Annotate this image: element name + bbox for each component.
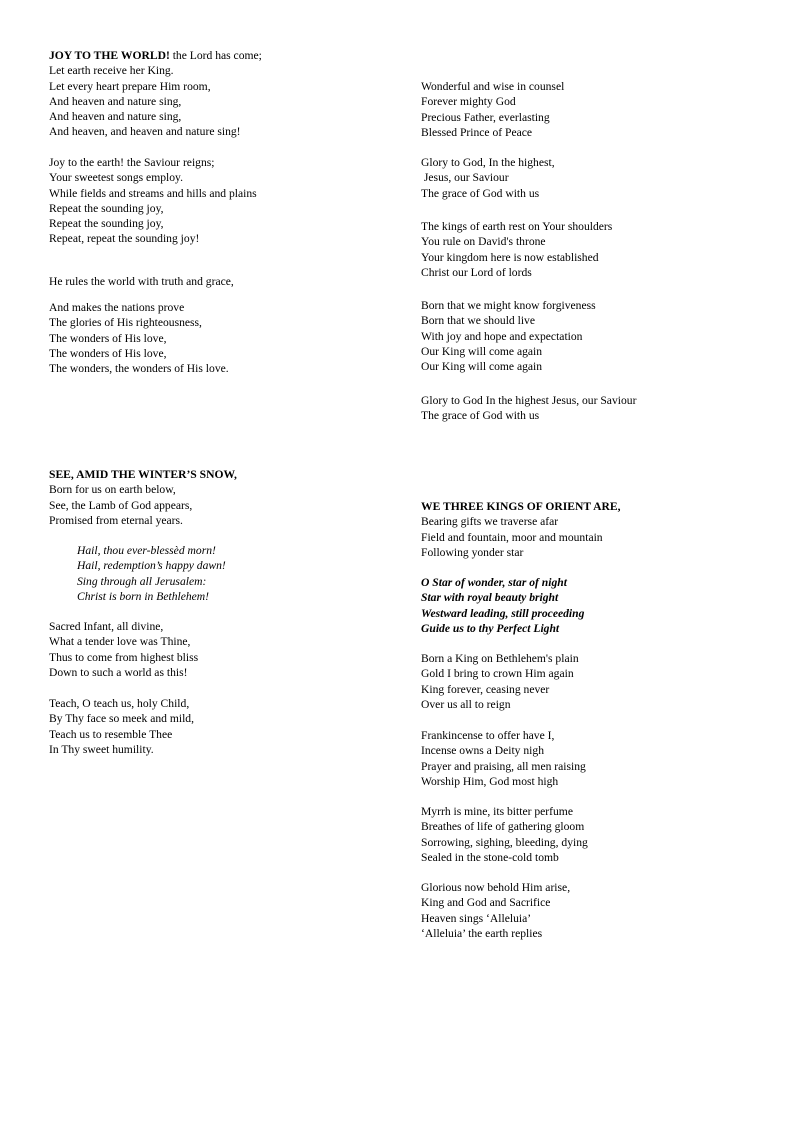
lyric-line: Following yonder star bbox=[421, 545, 524, 559]
hymn-we-three-kings bbox=[421, 499, 621, 560]
lyric-line: Repeat the sounding joy, bbox=[49, 201, 164, 215]
lyric-line: Guide us to thy Perfect Light bbox=[421, 621, 560, 635]
lyric-line: Let every heart prepare Him room, bbox=[49, 79, 211, 93]
verse bbox=[49, 274, 234, 289]
verse bbox=[49, 155, 257, 247]
lyric-line: Star with royal beauty bright bbox=[421, 591, 559, 605]
lyric-line: Promised from eternal years. bbox=[49, 513, 183, 527]
lyric-line: Incense owns a Deity nigh bbox=[421, 744, 544, 758]
lyric-line: The glories of His righteousness, bbox=[49, 316, 202, 330]
lyric-line: Prayer and praising, all men raising bbox=[421, 759, 586, 773]
lyric-line: Forever mighty God bbox=[421, 95, 516, 109]
lyric-line: Thus to come from highest bliss bbox=[49, 650, 199, 664]
chorus bbox=[49, 543, 226, 604]
lyric-line: Sorrowing, sighing, bleeding, dying bbox=[421, 835, 588, 849]
lyric-line: Your kingdom here is now established bbox=[421, 250, 599, 264]
verse bbox=[421, 155, 555, 201]
lyric-line: In Thy sweet humility. bbox=[49, 742, 154, 756]
lyric-line: The wonders of His love, bbox=[49, 331, 167, 345]
lyric-line: And heaven, and heaven and nature sing! bbox=[49, 125, 241, 139]
lyric-line: Let earth receive her King. bbox=[49, 64, 174, 78]
hymn-first-line: JOY TO THE WORLD! the Lord has come; bbox=[49, 49, 262, 62]
verse bbox=[49, 619, 198, 680]
lyric-line: Glory to God, In the highest, bbox=[421, 156, 555, 169]
verse bbox=[421, 298, 596, 374]
lyric-line: Jesus, our Saviour bbox=[421, 171, 509, 185]
lyric-line: Teach, O teach us, holy Child, bbox=[49, 697, 190, 710]
verse bbox=[421, 804, 588, 865]
lyric-line: King forever, ceasing never bbox=[421, 682, 550, 696]
lyric-line: Christ our Lord of lords bbox=[421, 265, 532, 279]
hymn-wonderful bbox=[421, 79, 564, 140]
lyric-line: Teach us to resemble Thee bbox=[49, 727, 173, 741]
hymn-title: SEE, AMID THE WINTER’S SNOW, bbox=[49, 468, 237, 481]
lyric-line: And heaven and nature sing, bbox=[49, 94, 182, 108]
lyric-line: Sealed in the stone-cold tomb bbox=[421, 850, 559, 864]
lyric-line: You rule on David's throne bbox=[421, 235, 546, 249]
lyric-line: Born a King on Bethlehem's plain bbox=[421, 652, 579, 665]
lyric-line: Glorious now behold Him arise, bbox=[421, 881, 571, 894]
lyric-line: Sing through all Jerusalem: bbox=[77, 574, 207, 588]
verse bbox=[421, 728, 586, 789]
lyric-line: Your sweetest songs employ. bbox=[49, 171, 183, 185]
lyric-line: Joy to the earth! the Saviour reigns; bbox=[49, 156, 215, 169]
verse bbox=[49, 300, 229, 376]
hymn-title: JOY TO THE WORLD! bbox=[49, 49, 170, 62]
lyric-line: Born that we should live bbox=[421, 314, 535, 328]
lyric-line: Down to such a world as this! bbox=[49, 665, 188, 679]
chorus bbox=[421, 575, 584, 636]
lyric-line: Field and fountain, moor and mountain bbox=[421, 530, 603, 544]
lyric-line: With joy and hope and expectation bbox=[421, 329, 583, 343]
lyric-line: Wonderful and wise in counsel bbox=[421, 80, 565, 93]
lyric-line: Westward leading, still proceeding bbox=[421, 606, 585, 620]
hymn-title: WE THREE KINGS OF ORIENT ARE, bbox=[421, 500, 621, 513]
lyric-line: The wonders, the wonders of His love. bbox=[49, 362, 229, 376]
lyric-line: Born that we might know forgiveness bbox=[421, 299, 596, 312]
verse bbox=[421, 880, 570, 941]
lyric-line: He rules the world with truth and grace, bbox=[49, 275, 234, 288]
lyric-line: Worship Him, God most high bbox=[421, 774, 559, 788]
lyric-line: Hail, thou ever-blessèd morn! bbox=[77, 544, 216, 557]
lyric-line: Myrrh is mine, its bitter perfume bbox=[421, 805, 573, 818]
lyric-line: Gold I bring to crown Him again bbox=[421, 667, 574, 681]
lyric-line: Over us all to reign bbox=[421, 697, 511, 711]
lyric-line: Breathes of life of gathering gloom bbox=[421, 820, 585, 834]
verse bbox=[421, 219, 612, 280]
lyric-line: And makes the nations prove bbox=[49, 301, 185, 314]
lyric-line: Christ is born in Bethlehem! bbox=[77, 589, 210, 603]
verse bbox=[49, 696, 194, 757]
lyric-line: What a tender love was Thine, bbox=[49, 635, 191, 649]
hymn-joy-to-the-world bbox=[49, 48, 262, 140]
lyric-line: Our King will come again bbox=[421, 360, 543, 374]
lyric-line: Bearing gifts we traverse afar bbox=[421, 515, 559, 529]
lyric-line: Blessed Prince of Peace bbox=[421, 125, 533, 139]
lyric-line: By Thy face so meek and mild, bbox=[49, 712, 194, 726]
lyric-line: ‘Alleluia’ the earth replies bbox=[421, 926, 543, 940]
lyric-line: The wonders of His love, bbox=[49, 346, 167, 360]
lyric-line: Born for us on earth below, bbox=[49, 483, 176, 497]
lyric-line: The kings of earth rest on Your shoulders bbox=[421, 220, 613, 233]
lyric-line: Repeat the sounding joy, bbox=[49, 217, 164, 231]
verse bbox=[421, 651, 579, 712]
verse bbox=[421, 393, 636, 424]
lyric-line: Glory to God In the highest Jesus, our Saviour bbox=[421, 394, 637, 407]
lyric-line: The grace of God with us bbox=[421, 409, 540, 423]
lyric-line: Heaven sings ‘Alleluia’ bbox=[421, 911, 532, 925]
lyric-line: The grace of God with us bbox=[421, 186, 540, 200]
lyric-line: King and God and Sacrifice bbox=[421, 896, 551, 910]
lyric-line: Hail, redemption’s happy dawn! bbox=[77, 559, 226, 573]
lyric-line: Sacred Infant, all divine, bbox=[49, 620, 164, 633]
lyric-line: Our King will come again bbox=[421, 344, 543, 358]
lyric-line: Frankincense to offer have I, bbox=[421, 729, 555, 742]
lyric-line: And heaven and nature sing, bbox=[49, 110, 182, 124]
lyric-line: Repeat, repeat the sounding joy! bbox=[49, 232, 200, 246]
lyric-line: Precious Father, everlasting bbox=[421, 110, 550, 124]
lyric-line: See, the Lamb of God appears, bbox=[49, 498, 193, 512]
lyric-line: O Star of wonder, star of night bbox=[421, 576, 567, 589]
hymn-see-amid-the-winters-snow bbox=[49, 467, 237, 528]
lyric-line: While fields and streams and hills and plains bbox=[49, 186, 257, 200]
